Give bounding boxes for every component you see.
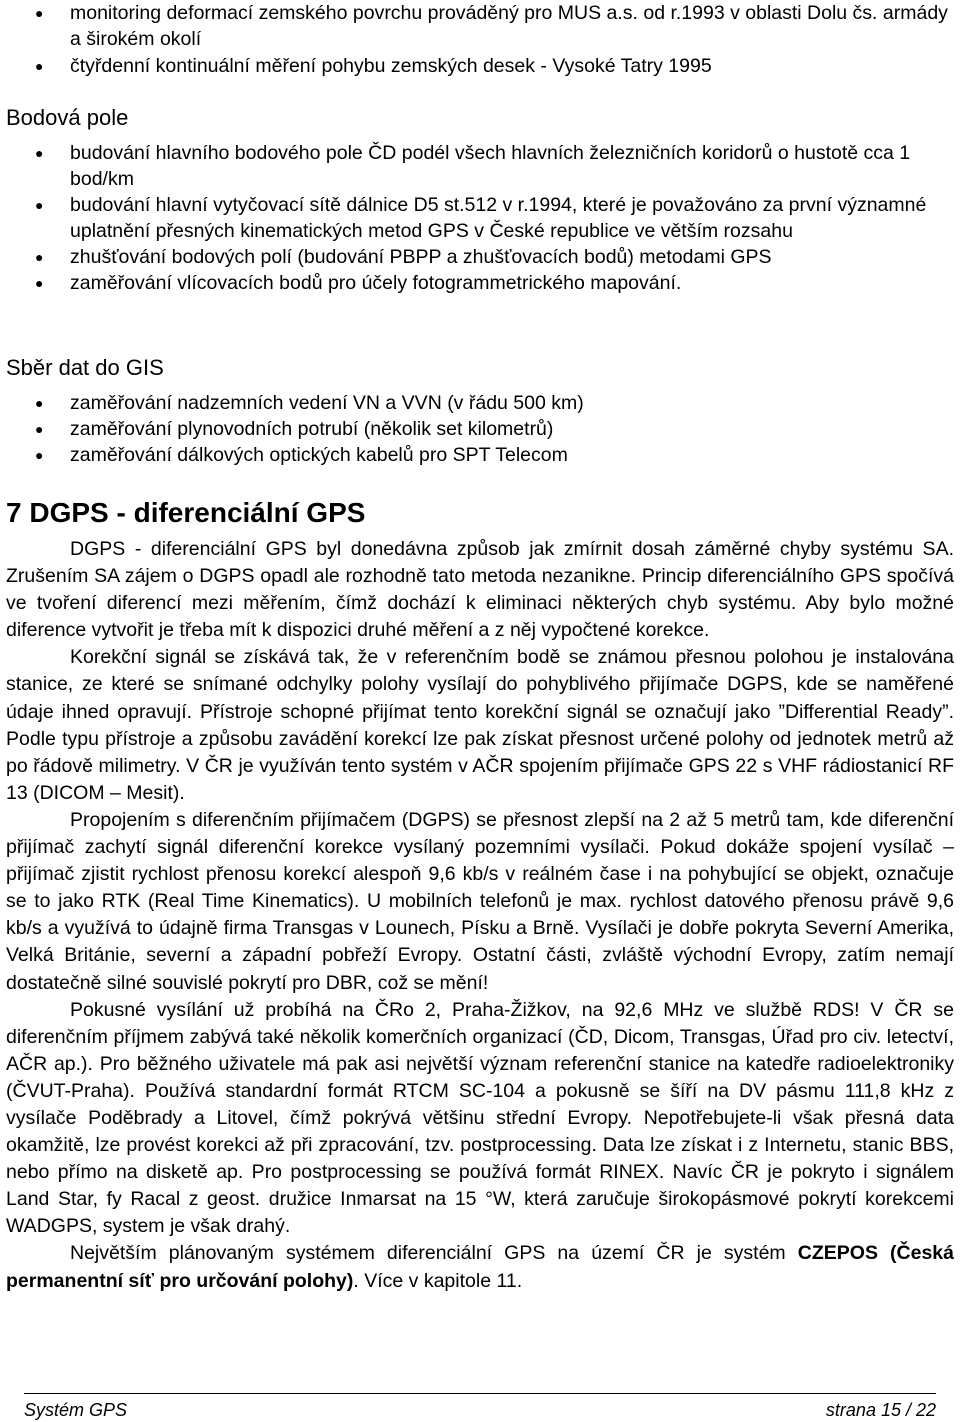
paragraph: Pokusné vysílání už probíhá na ČRo 2, Praha-Žižkov, na 92,6 MHz ve službě RDS! V ČR se diferenčním příjmem zabývá také několik komerčních organizací (ČD, Dicom, Transgas, Úřad pro civ. letectví, AČR ap.). Pro běžného uživatele má pak asi největší význam referenční stanice na katedře radioelektroniky (ČVUT-Praha). Používá standardní formát RTCM SC-104 a pokusně se šíří na DV pásmu 111,8 kHz z vysílače Poděbrady a Litovel, čímž pokrývá většinu střední Evropy. Nepotřebujete-li však přesná data okamžitě, lze provést korekci až při zpracování, tzv. postprocessing. Data lze získat i z Internetu, stanic BBS, nebo přímo na disketě ap. Pro postprocessing se používá formát RINEX. Navíc ČR je pokryto i signálem Land Star, fy Racal z geost. družice Inmarsat na 15 °W, která zaručuje širokopásmové pokrytí korekcemi WADGPS, system je však drahý.: [6, 998, 954, 1238]
bullet-icon: ●: [35, 275, 44, 291]
list-item: ● budování hlavní vytyčovací sítě dálnice D5 st.512 v r.1994, které je považováno za první významné uplatnění přesných kinematických metod GPS v České republice ve větším rozsahu: [35, 194, 927, 242]
bullet-icon: ●: [35, 447, 44, 463]
list-item: ● monitoring deformací zemského povrchu prováděný pro MUS a.s. od r.1993 v oblasti Dolu čs. armády a širokém okolí: [35, 2, 948, 50]
bullet-list-gis: [0, 390, 960, 468]
paragraph: DGPS - diferenciální GPS byl donedávna způsob jak zmírnit dosah záměrné chyby systému SA. Zrušením SA zájem o DGPS opadl ale rozhodně tato metoda nezanikne. Princip diferenciálního GPS spočívá ve tvoření diferencí mezi měřením, čímž dochází k eliminaci některých chyb systému. Aby bylo možné diference vytvořit je třeba mít k dispozici druhé měření a z něj vypočtené korekce.: [6, 538, 954, 642]
czepos-term: CZEPOS (Česká permanentní síť pro určování polohy): [6, 1242, 954, 1292]
paragraph: Korekční signál se získává tak, že v referenčním bodě se známou přesnou polohou je instalována stanice, ze které se snímané odchylky polohy vysílají do pohyblivého přijímače DGPS, kde se naměřené údaje ihned opravují. Přístroje schopné přijímat tento korekční signál se označují jako ”Differential Ready”. Podle typu přístroje a způsobu zavádění korekcí lze pak získat přesnost určené polohy od jednotek metrů až po řádově milimetry. V ČR je využíván tento systém v AČR spojením přijímače GPS 22 s VHF rádiostanicí RF 13 (DICOM – Mesit).: [6, 646, 954, 804]
bullet-icon: ●: [35, 58, 44, 74]
list-item: ● zaměřování dálkových optických kabelů pro SPT Telecom: [35, 444, 568, 466]
list-item: ● budování hlavního bodového pole ČD podél všech hlavních železničních koridorů o hustotě cca 1 bod/km: [35, 142, 911, 190]
list-item: ● zaměřování nadzemních vedení VN a VVN (v řádu 500 km): [35, 392, 584, 414]
list-item: ● zaměřování plynovodních potrubí (několik set kilometrů): [35, 418, 554, 440]
bullet-icon: ●: [35, 421, 44, 437]
chapter-heading: 7 DGPS - diferenciální GPS: [6, 497, 366, 528]
bullet-icon: ●: [35, 249, 44, 265]
footer-title: Systém GPS: [24, 1400, 128, 1420]
list-item: ● čtyřdenní kontinuální měření pohybu zemských desek - Vysoké Tatry 1995: [35, 55, 712, 77]
chapter-body: [0, 536, 960, 1295]
section-heading-gis: Sběr dat do GIS: [6, 355, 164, 380]
bullet-list-monitoring: [0, 0, 960, 79]
paragraph: Největším plánovaným systémem diferenciální GPS na území ČR je systém CZEPOS (Česká permanentní síť pro určování polohy). Více v kapitole 11.: [6, 1242, 954, 1292]
bullet-icon: ●: [35, 145, 44, 161]
bullet-icon: ●: [35, 395, 44, 411]
bullet-icon: ●: [35, 5, 44, 21]
page-footer: [24, 1393, 936, 1421]
bullet-icon: ●: [35, 197, 44, 213]
page-number: strana 15 / 22: [825, 1400, 936, 1420]
list-item: ● zaměřování vlícovacích bodů pro účely fotogrammetrického mapování.: [35, 272, 682, 294]
list-item: ● zhušťování bodových polí (budování PBPP a zhušťovacích bodů) metodami GPS: [35, 246, 772, 268]
paragraph: Propojením s diferenčním přijímačem (DGPS) se přesnost zlepší na 2 až 5 metrů tam, kde diferenční přijímač zachytí signál diferenční korekce vysílaný pozemními vysílači. Pokud dokáže spojení vysílač – přijímač zjistit rychlost přenosu korekcí alespoň 9,6 kb/s v reálném čase i na pohybující se objekt, označuje se to jako RTK (Real Time Kinematics). U mobilních telefonů je max. rychlost datového přenosu právě 9,6 kb/s a využívá to údajně firma Transgas v Lounech, Písku a Brně. Vysílači je dobře pokryta Severní Amerika, Velká Británie, severní a západní pobřeží Evropy. Ostatní části, zvláště východní Evropy, zatím nemají dostatečně silné souvislé pokrytí pro DBR, což se mění!: [6, 808, 954, 994]
bullet-list-bodova-pole: [0, 140, 960, 296]
section-heading-bodova-pole: Bodová pole: [6, 105, 129, 130]
